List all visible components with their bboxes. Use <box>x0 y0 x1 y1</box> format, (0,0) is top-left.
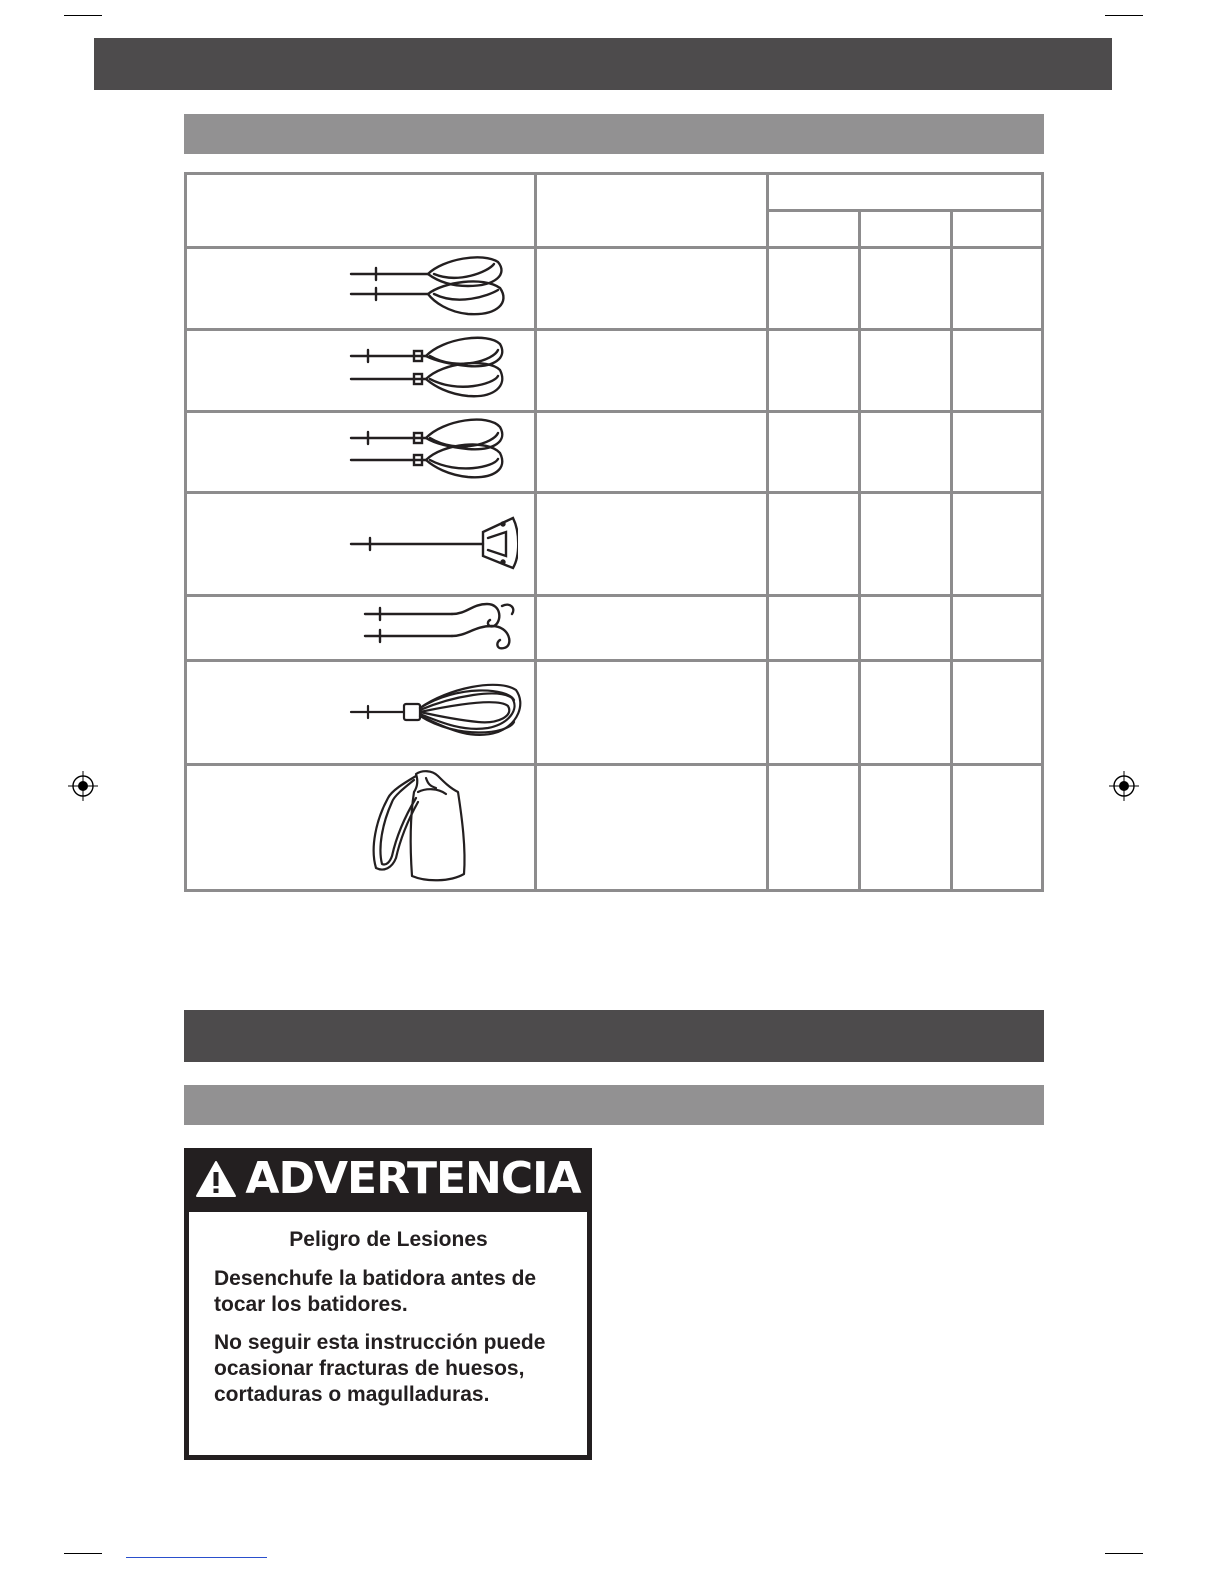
section-header-bar-accessories <box>184 114 1044 154</box>
warning-consequence: No seguir esta instrucción puede ocasionar fracturas de huesos, cortaduras o magulladuras. <box>214 1331 546 1406</box>
warning-header <box>184 1148 592 1210</box>
warning-subtitle: Peligro de Lesiones <box>289 1228 488 1251</box>
registration-mark-right-icon <box>1109 771 1139 801</box>
storage-bag-icon <box>366 768 476 888</box>
warning-triangle-icon <box>195 1160 237 1198</box>
pro-whisk-beater-icon <box>348 336 508 402</box>
warning-body <box>189 1212 587 1455</box>
blending-rod-icon <box>348 512 518 572</box>
turbo-beater-icon <box>348 254 508 320</box>
wire-whisk-icon <box>348 678 523 748</box>
crop-mark-top-right <box>1105 15 1143 16</box>
accessories-table <box>184 172 1044 892</box>
section-header-bar-dark <box>184 1010 1044 1062</box>
page-header-bar <box>94 38 1112 90</box>
warning-instruction: Desenchufe la batidora antes de tocar los batidores. <box>214 1267 537 1316</box>
warning-box <box>184 1148 592 1460</box>
table-grid <box>184 172 1044 892</box>
crop-mark-bottom-right <box>1105 1553 1143 1554</box>
registration-mark-left-icon <box>68 771 98 801</box>
warning-title: ADVERTENCIA <box>245 1153 581 1204</box>
pro-whisk-beater-icon <box>348 417 508 483</box>
dough-hooks-icon <box>362 600 522 652</box>
bottom-link-underline <box>126 1557 267 1558</box>
section-header-bar-grey <box>184 1085 1044 1125</box>
crop-mark-top-left <box>64 15 102 16</box>
crop-mark-bottom-left <box>64 1553 102 1554</box>
